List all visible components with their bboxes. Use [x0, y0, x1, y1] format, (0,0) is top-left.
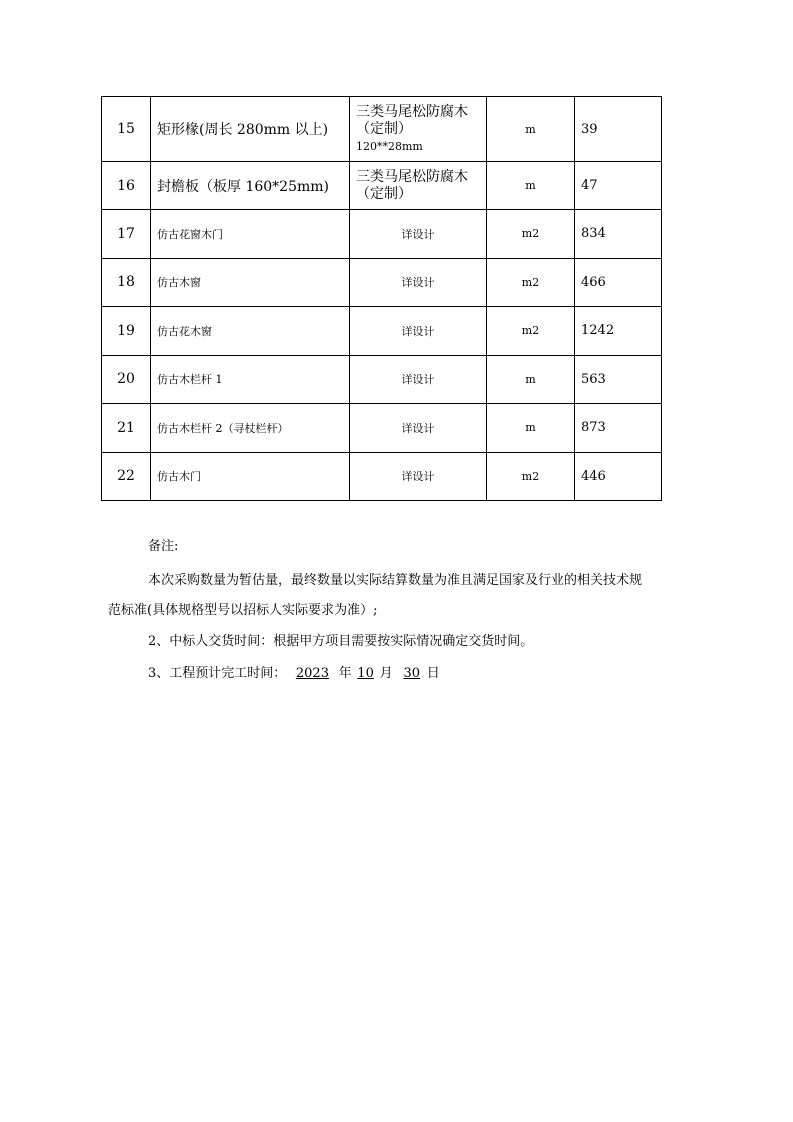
item-quantity: 834 [575, 210, 662, 259]
table-row [102, 210, 662, 259]
table-row [102, 97, 662, 162]
year-label: 年 [338, 666, 352, 681]
item-unit: m2 [487, 307, 575, 356]
spec-text: 三类马尾松防腐木（定制） [356, 103, 468, 137]
row-number: 20 [102, 355, 151, 404]
item-name: 仿古木窗 [151, 258, 350, 307]
item-spec: 详设计 [350, 355, 487, 404]
item-unit: m [487, 97, 575, 162]
note-item-2: 2、中标人交货时间：根据甲方项目需要按实际情况确定交货时间。 [148, 634, 534, 649]
note-item-1-line-1: 本次采购数量为暂估量，最终数量以实际结算数量为准且满足国家及行业的相关技术规 [148, 573, 643, 588]
item-name: 仿古花木窗 [151, 307, 350, 356]
completion-time-label: 3、工程预计完工时间： [148, 666, 287, 681]
item-quantity: 1242 [575, 307, 662, 356]
note-item-1-line-2: 范标准(具体规格型号以招标人实际要求为准）; [108, 603, 378, 618]
item-name: 仿古木栏杆 2（寻杖栏杆） [151, 404, 350, 453]
item-quantity: 39 [575, 97, 662, 162]
item-name: 矩形椽(周长 280mm 以上) [151, 97, 350, 162]
item-unit: m [487, 162, 575, 210]
item-spec [350, 162, 487, 210]
item-unit: m [487, 355, 575, 404]
row-number: 18 [102, 258, 151, 307]
row-number: 16 [102, 162, 151, 210]
item-spec: 详设计 [350, 307, 487, 356]
table-row [102, 452, 662, 501]
note-item-3 [148, 665, 440, 683]
notes-heading: 备注: [148, 539, 179, 554]
item-quantity: 47 [575, 162, 662, 210]
item-spec: 详设计 [350, 404, 487, 453]
month-label: 月 [379, 666, 393, 681]
item-unit: m2 [487, 210, 575, 259]
table-row [102, 162, 662, 210]
spec-text: 三类马尾松防腐木（定制） [356, 168, 468, 202]
row-number: 17 [102, 210, 151, 259]
item-spec: 详设计 [350, 452, 487, 501]
item-quantity: 873 [575, 404, 662, 453]
table-row [102, 258, 662, 307]
completion-day: 30 [403, 666, 420, 681]
item-unit: m2 [487, 258, 575, 307]
item-spec: 详设计 [350, 258, 487, 307]
completion-month: 10 [357, 666, 374, 681]
item-quantity: 563 [575, 355, 662, 404]
day-label: 日 [426, 666, 440, 681]
item-name: 仿古木栏杆 1 [151, 355, 350, 404]
item-unit: m2 [487, 452, 575, 501]
table-row [102, 404, 662, 453]
item-spec [350, 97, 487, 162]
item-unit: m [487, 404, 575, 453]
row-number: 21 [102, 404, 151, 453]
item-spec: 详设计 [350, 210, 487, 259]
item-name: 仿古木门 [151, 452, 350, 501]
material-table [101, 96, 662, 501]
row-number: 15 [102, 97, 151, 162]
item-name: 封檐板（板厚 160*25mm) [151, 162, 350, 210]
table-row [102, 355, 662, 404]
spec-dimension: 120**28mm [356, 139, 423, 153]
item-quantity: 446 [575, 452, 662, 501]
row-number: 19 [102, 307, 151, 356]
row-number: 22 [102, 452, 151, 501]
item-name: 仿古花窗木门 [151, 210, 350, 259]
item-quantity: 466 [575, 258, 662, 307]
table-row [102, 307, 662, 356]
completion-year: 2023 [295, 666, 329, 681]
